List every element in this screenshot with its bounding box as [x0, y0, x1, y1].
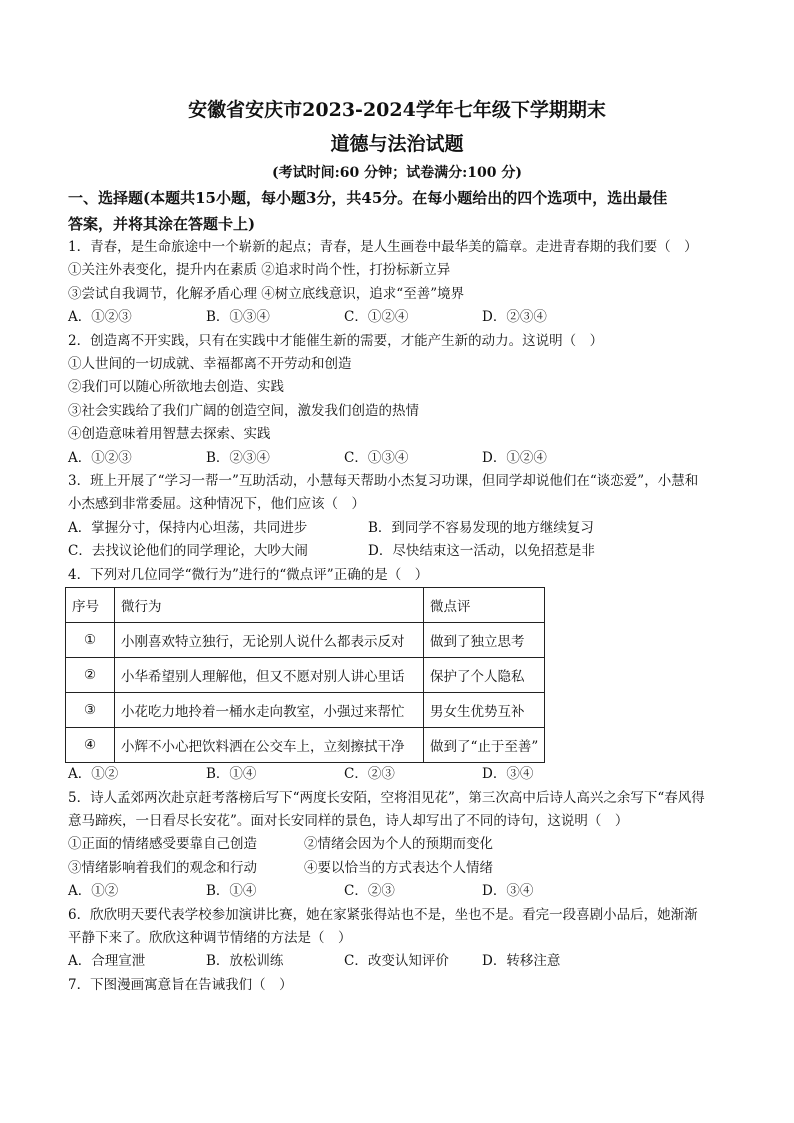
question-5-item: ②情绪会因为个人的预期而变化 — [304, 836, 493, 853]
table-cell: ② — [66, 658, 115, 693]
table-cell: 做到了“止于至善” — [424, 728, 545, 763]
option-a: A．①② — [68, 766, 119, 783]
option-b: B．①③④ — [206, 309, 270, 326]
table-cell: 保护了个人隐私 — [424, 658, 545, 693]
option-d: D．②③④ — [482, 309, 547, 326]
option-d: D．①②④ — [482, 449, 547, 466]
option-d: D．③④ — [482, 883, 534, 900]
question-5-options — [68, 880, 726, 903]
option-b: B．②③④ — [206, 449, 270, 466]
option-a: A．①②③ — [68, 449, 132, 466]
table-cell: ① — [66, 623, 115, 658]
table-cell: 小辉不小心把饮料洒在公交车上，立刻擦拭干净 — [115, 728, 424, 763]
question-5-stem: 5．诗人孟郊两次赴京赶考落榜后写下“两度长安陌，空将泪见花”，第三次高中后诗人高兴之余写下“春风得 — [68, 789, 705, 806]
table-header-cell: 微点评 — [424, 588, 545, 623]
question-5-items-row — [68, 857, 726, 880]
table-row — [66, 658, 545, 693]
question-4-options — [68, 763, 726, 786]
question-5-item: ③情绪影响着我们的观念和行动 — [68, 859, 257, 876]
table-row — [66, 623, 545, 658]
question-5-items-row — [68, 833, 726, 856]
table-cell: 男女生优势互补 — [424, 693, 545, 728]
option-b: B．到同学不容易发现的地方继续复习 — [368, 519, 594, 536]
table-header-row — [66, 588, 545, 623]
table-cell: 做到了独立思考 — [424, 623, 545, 658]
question-3-options-row — [68, 517, 726, 540]
option-b: B．①④ — [206, 883, 257, 900]
question-5-item: ①正面的情绪感受要靠自己创造 — [68, 836, 257, 853]
option-c: C．去找议论他们的同学理论，大吵大闹 — [68, 543, 308, 560]
question-1-options — [68, 306, 726, 329]
option-b: B．①④ — [206, 766, 257, 783]
table-cell: ③ — [66, 693, 115, 728]
question-5-item: ④要以恰当的方式表达个人情绪 — [304, 859, 493, 876]
question-2-item: ④创造意味着用智慧去探索、实践 — [68, 426, 271, 443]
question-6-options — [68, 950, 726, 973]
option-a: A．掌握分寸，保持内心坦荡，共同进步 — [68, 519, 308, 536]
option-c: C．①②④ — [344, 309, 409, 326]
question-5-stem-cont: 意马蹄疾，一日看尽长安花”。面对长安同样的景色，诗人却写出了不同的诗句，这说明（ ） — [68, 812, 629, 829]
question-2-item: ②我们可以随心所欲地去创造、实践 — [68, 379, 284, 396]
option-b: B．放松训练 — [206, 953, 284, 970]
question-2-options — [68, 447, 726, 470]
question-3-stem: 3．班上开展了“学习一帮一”互助活动，小慧每天帮助小杰复习功课，但同学却说他们在“谈恋爱”，小慧和 — [68, 473, 699, 490]
table-cell: 小华希望别人理解他，但又不愿对别人讲心里话 — [115, 658, 424, 693]
table-cell: ④ — [66, 728, 115, 763]
question-6-stem: 6．欣欣明天要代表学校参加演讲比赛，她在家紧张得站也不是，坐也不是。看完一段喜剧小品后，她渐渐 — [68, 906, 698, 923]
table-cell: 小刚喜欢特立独行，无论别人说什么都表示反对 — [115, 623, 424, 658]
question-4-stem: 4．下列对几位同学“微行为”进行的“微点评”正确的是（ ） — [68, 566, 429, 583]
option-d: D．③④ — [482, 766, 534, 783]
table-row — [66, 693, 545, 728]
table-header-cell: 序号 — [66, 588, 115, 623]
question-3-options-row — [68, 540, 726, 563]
question-1-item: ③尝试自我调节，化解矛盾心理 ④树立底线意识，追求“至善”境界 — [68, 285, 465, 302]
option-a: A．①② — [68, 883, 119, 900]
option-d: D．尽快结束这一活动，以免招惹是非 — [368, 543, 595, 560]
option-a: A．①②③ — [68, 309, 132, 326]
question-2-item: ③社会实践给了我们广阔的创造空间，激发我们创造的热情 — [68, 402, 419, 419]
table-cell: 小花吃力地拎着一桶水走向教室，小强过来帮忙 — [115, 693, 424, 728]
option-c: C．①③④ — [344, 449, 409, 466]
section-heading: 一、选择题(本题共15小题，每小题3分，共45分。在每小题给出的四个选项中，选出最佳 — [68, 189, 668, 207]
question-1-item: ①关注外表变化，提升内在素质 ②追求时尚个性，打扮标新立异 — [68, 262, 451, 279]
exam-info: (考试时间:60 分钟；试卷满分:100 分) — [271, 165, 523, 181]
option-d: D．转移注意 — [482, 953, 561, 970]
option-c: C．②③ — [344, 883, 395, 900]
table-row — [66, 728, 545, 763]
option-a: A．合理宣泄 — [68, 953, 146, 970]
exam-subject: 道德与法治试题 — [330, 133, 464, 155]
question-1-stem: 1．青春，是生命旅途中一个崭新的起点；青春，是人生画卷中最华美的篇章。走进青春期的我们要（ ） — [68, 239, 698, 255]
option-c: C．改变认知评价 — [344, 953, 449, 970]
option-c: C．②③ — [344, 766, 395, 783]
table-header-cell: 微行为 — [115, 588, 424, 623]
question-3-stem-cont: 小杰感到非常委屈。这种情况下，他们应该（ ） — [68, 496, 365, 513]
question-7-stem: 7．下图漫画寓意旨在告诫我们（ ） — [68, 976, 293, 993]
question-2-item: ①人世间的一切成就、幸福都离不开劳动和创造 — [68, 356, 352, 373]
exam-title: 安徽省安庆市2023-2024学年七年级下学期期末 — [188, 99, 606, 121]
section-heading-cont: 答案，并将其涂在答题卡上) — [68, 215, 256, 233]
question-6-stem-cont: 平静下来了。欣欣这种调节情绪的方法是（ ） — [68, 929, 352, 946]
question-2-stem: 2．创造离不开实践，只有在实践中才能催生新的需要，才能产生新的动力。这说明（ ） — [68, 332, 604, 349]
question-4-table — [65, 587, 545, 763]
